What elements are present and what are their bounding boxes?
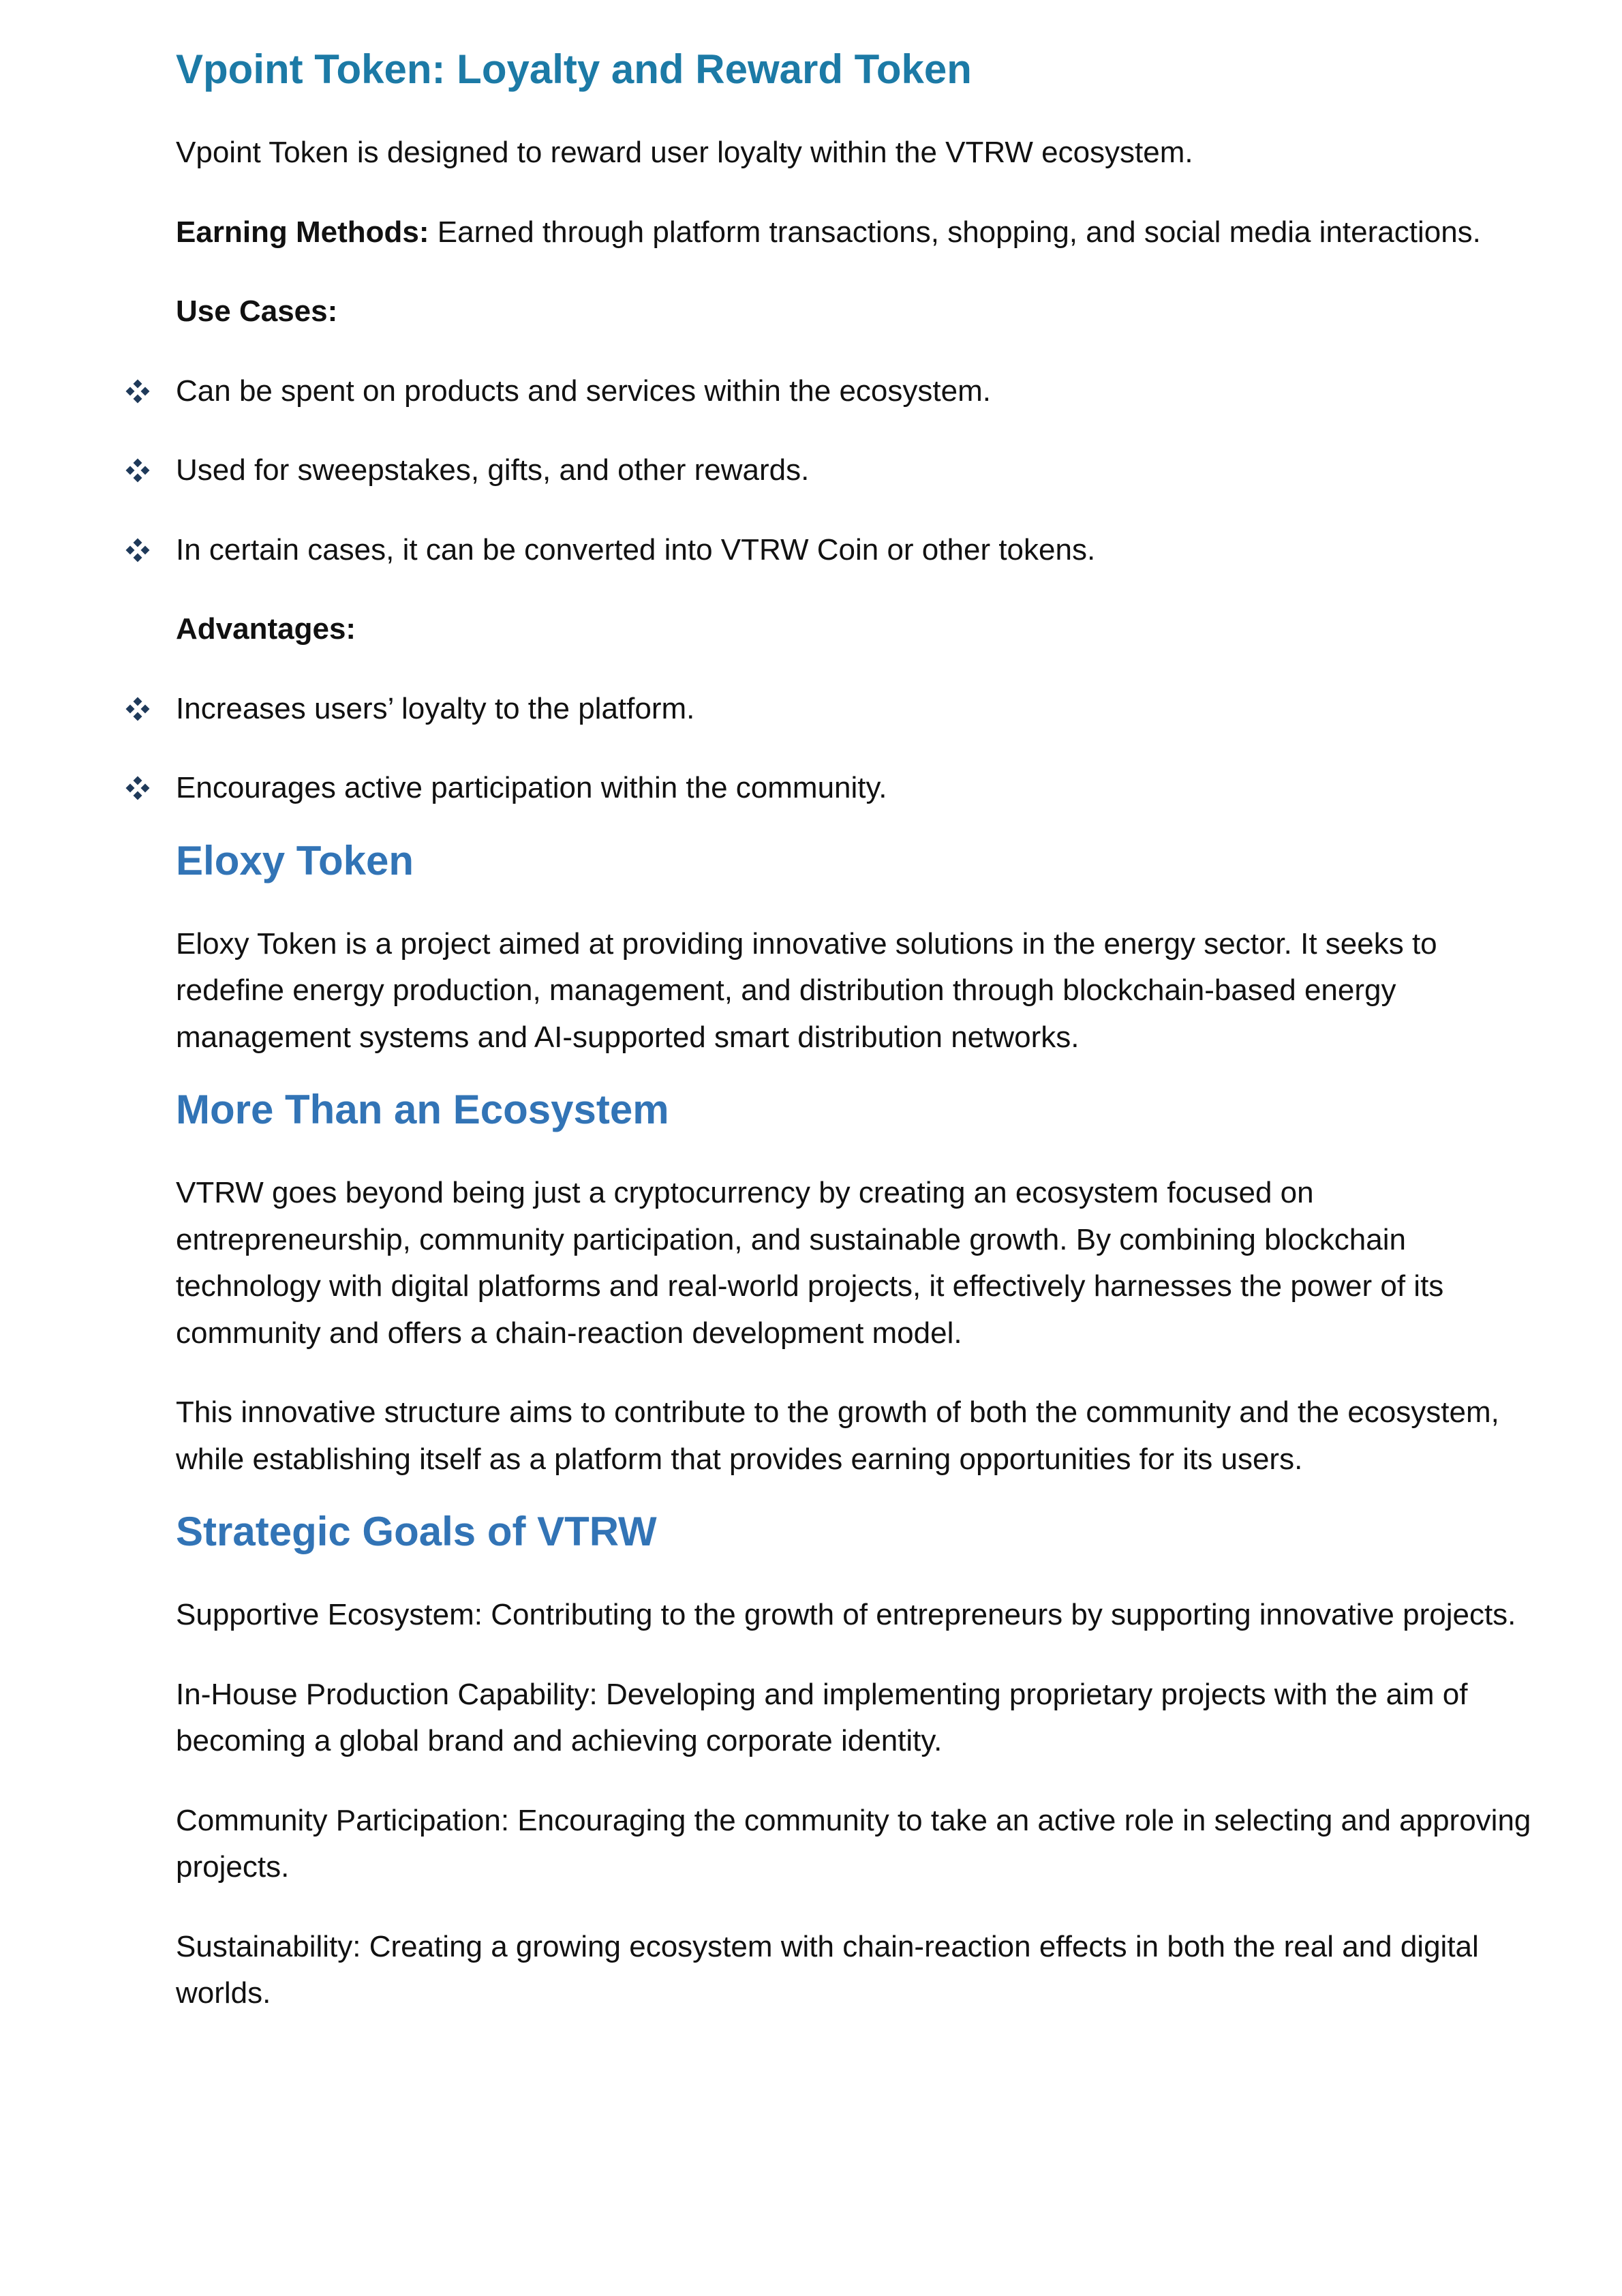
list-item-text: In certain cases, it can be converted into VTRW Coin or other tokens. — [176, 532, 1096, 567]
goals-heading: Strategic Goals of VTRW — [176, 1509, 657, 1554]
list-item-text: Can be spent on products and services within the ecosystem. — [176, 374, 991, 408]
goal-item: Supportive Ecosystem: Contributing to the growth of entrepreneurs by supporting innovative projects. — [176, 1598, 1516, 1631]
list-item — [176, 765, 1546, 812]
list-item — [176, 368, 1546, 415]
ecosystem-paragraph: VTRW goes beyond being just a cryptocurrency by creating an ecosystem focused on entrepreneurship, community participation, and sustainable growth. By combining blockchain technology with digital platforms and real-world projects, it effectively harnesses the power of its community and offers a chain-reaction development model. — [176, 1176, 1444, 1350]
eloxy-text: Eloxy Token is a project aimed at providing innovative solutions in the energy sector. It seeks to redefine energy production, management, and distribution through blockchain-based energy management systems and AI-supported smart distribution networks. — [176, 926, 1437, 1054]
vpoint-earning-methods — [176, 209, 1546, 256]
eloxy-heading: Eloxy Token — [176, 837, 414, 883]
goal-item: Community Participation: Encouraging the community to take an active role in selecting and approving projects. — [176, 1803, 1531, 1884]
earning-methods-label: Earning Methods: — [176, 215, 429, 249]
four-diamond-bullet-icon — [125, 776, 150, 800]
use-cases-list — [176, 368, 1546, 574]
goal-item: Sustainability: Creating a growing ecosystem with chain-reaction effects in both the real and digital worlds. — [176, 1929, 1479, 2010]
advantages-list — [176, 686, 1546, 812]
four-diamond-bullet-icon — [125, 379, 150, 404]
ecosystem-heading: More Than an Ecosystem — [176, 1087, 669, 1132]
document-content — [176, 41, 1546, 2017]
advantages-label: Advantages: — [176, 612, 356, 646]
vpoint-heading: Vpoint Token: Loyalty and Reward Token — [176, 46, 972, 92]
list-item — [176, 686, 1546, 733]
list-item-text: Increases users’ loyalty to the platform. — [176, 691, 695, 725]
list-item-text: Used for sweepstakes, gifts, and other rewards. — [176, 453, 810, 487]
goal-item: In-House Production Capability: Developing and implementing proprietary projects with the aim of becoming a global brand and achieving corporate identity. — [176, 1677, 1468, 1757]
earning-methods-text: Earned through platform transactions, shopping, and social media interactions. — [429, 215, 1481, 249]
four-diamond-bullet-icon — [125, 538, 150, 562]
ecosystem-paragraph: This innovative structure aims to contribute to the growth of both the community and the ecosystem, while establishing itself as a platform that provides earning opportunities for its users. — [176, 1395, 1499, 1476]
use-cases-label: Use Cases: — [176, 294, 338, 328]
list-item-text: Encourages active participation within the community. — [176, 771, 887, 804]
four-diamond-bullet-icon — [125, 697, 150, 721]
list-item — [176, 527, 1546, 574]
vpoint-intro: Vpoint Token is designed to reward user loyalty within the VTRW ecosystem. — [176, 136, 1193, 169]
four-diamond-bullet-icon — [125, 458, 150, 483]
list-item — [176, 447, 1546, 494]
